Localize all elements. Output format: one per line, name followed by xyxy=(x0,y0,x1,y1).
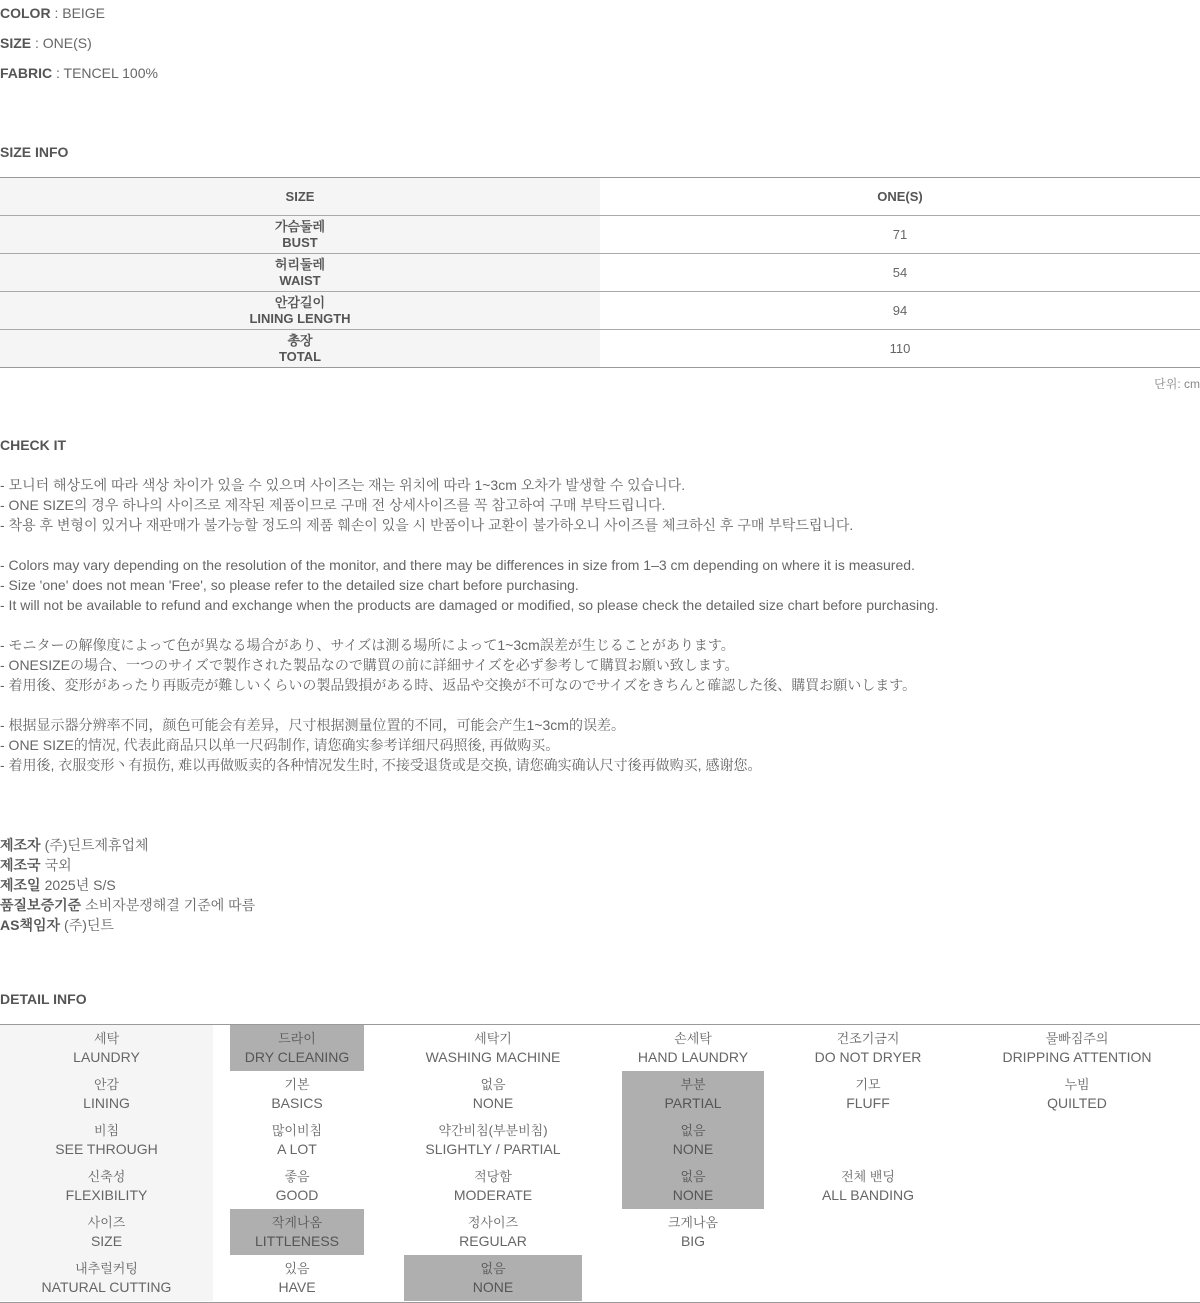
measure-label-ko: 안감길이 xyxy=(274,294,326,310)
option-ko: 약간비침(부분비침) xyxy=(438,1123,548,1138)
label-en: SEE THROUGH xyxy=(55,1141,158,1157)
option-ko: 없음 xyxy=(480,1261,506,1276)
measure-label xyxy=(0,330,600,367)
detail-option xyxy=(230,1163,364,1209)
option-ko: 없음 xyxy=(680,1123,706,1138)
notice-manufacturer xyxy=(0,835,149,855)
option-en: ALL BANDING xyxy=(821,1187,915,1203)
notice-country xyxy=(0,855,72,875)
detail-row-label xyxy=(0,1163,213,1209)
notice-value: 소비자분쟁해결 기준에 따름 xyxy=(85,897,256,913)
detail-option xyxy=(995,1025,1159,1071)
label-ko: 신축성 xyxy=(87,1169,126,1184)
check-line: - 착용 후 변형이 있거나 재판매가 불가능할 정도의 제품 훼손이 있을 시 반품이나 교환이 불가하오니 사이즈를 체크하신 후 구매 부탁드립니다. xyxy=(0,517,854,533)
measure-value: 110 xyxy=(889,341,911,356)
option-en: NONE xyxy=(472,1095,514,1111)
label-ko: 사이즈 xyxy=(87,1215,126,1230)
option-en: MODERATE xyxy=(453,1187,533,1203)
notice-date xyxy=(0,875,116,895)
table-row xyxy=(0,253,1200,291)
notice-label: 제조자 xyxy=(0,837,41,853)
option-en: A LOT xyxy=(277,1141,317,1157)
detail-option xyxy=(622,1209,764,1255)
notice-as-manager xyxy=(0,915,114,935)
option-ko: 많이비침 xyxy=(271,1123,323,1138)
notice-quality xyxy=(0,895,255,915)
check-line: - ONE SIZE的情况, 代表此商品只以单一尺码制作, 请您确实参考详细尺码照後, 再做购买。 xyxy=(0,737,560,753)
detail-option xyxy=(230,1255,364,1301)
detail-option-selected xyxy=(404,1255,582,1301)
detail-info-title: DETAIL INFO xyxy=(0,991,87,1007)
spec-label: FABRIC xyxy=(0,65,53,81)
option-ko: 좋음 xyxy=(284,1169,310,1184)
spec-size xyxy=(0,33,92,53)
measure-label-ko: 허리둘레 xyxy=(274,256,326,272)
measure-label-en: LINING LENGTH xyxy=(249,310,351,326)
spec-label: SIZE xyxy=(0,35,32,51)
option-ko: 건조기금지 xyxy=(836,1031,900,1046)
option-ko: 없음 xyxy=(680,1169,706,1184)
option-en: WASHING MACHINE xyxy=(425,1049,561,1065)
option-en: QUILTED xyxy=(1047,1095,1107,1111)
measure-value: 54 xyxy=(892,265,908,280)
unit-note: 단위: cm xyxy=(1154,377,1200,391)
measure-label-ko: 총장 xyxy=(287,332,313,348)
option-ko: 작게나옴 xyxy=(271,1215,323,1230)
check-line: - ONE SIZE의 경우 하나의 사이즈로 제작된 제품이므로 구매 전 상세사이즈를 꼭 참고하여 구매 부탁드립니다. xyxy=(0,497,666,513)
check-it-title: CHECK IT xyxy=(0,437,67,453)
option-en: REGULAR xyxy=(459,1233,527,1249)
detail-option xyxy=(797,1025,939,1071)
detail-row-see-through xyxy=(0,1117,1200,1163)
detail-row-natural-cutting xyxy=(0,1255,1200,1301)
detail-option xyxy=(622,1025,764,1071)
detail-row-laundry xyxy=(0,1025,1200,1071)
size-table xyxy=(0,177,1200,368)
label-en: LINING xyxy=(83,1095,130,1111)
detail-row-flexibility xyxy=(0,1163,1200,1209)
check-line: - ONESIZEの場合、一つのサイズで製作された製品なので購買の前に詳細サイズを必ず参考して購買お願い致します。 xyxy=(0,657,739,673)
option-ko: 부분 xyxy=(680,1077,706,1092)
spec-value: : ONE(S) xyxy=(31,35,92,51)
detail-option xyxy=(230,1117,364,1163)
option-ko: 기모 xyxy=(855,1077,881,1092)
detail-row-label xyxy=(0,1117,213,1163)
label-en: NATURAL CUTTING xyxy=(41,1279,172,1295)
notice-label: 품질보증기준 xyxy=(0,897,82,913)
detail-option xyxy=(404,1071,582,1117)
option-en: HAVE xyxy=(278,1279,316,1295)
option-en: DRIPPING ATTENTION xyxy=(1002,1049,1152,1065)
option-ko: 정사이즈 xyxy=(467,1215,519,1230)
detail-option xyxy=(404,1117,582,1163)
notice-value: 국외 xyxy=(44,857,72,873)
label-ko: 비침 xyxy=(93,1123,120,1138)
detail-row-label xyxy=(0,1071,213,1117)
notice-label: AS책임자 xyxy=(0,917,61,933)
check-line: - 모니터 해상도에 따라 색상 차이가 있을 수 있으며 사이즈는 재는 위치에 따라 1~3cm 오차가 발생할 수 있습니다. xyxy=(0,477,686,493)
spec-value: : BEIGE xyxy=(50,5,106,21)
option-ko: 기본 xyxy=(284,1077,310,1092)
label-en: FLEXIBILITY xyxy=(65,1187,148,1203)
label-ko: 세탁 xyxy=(93,1031,120,1046)
notice-value: (주)딘트 xyxy=(64,917,114,933)
option-en: FLUFF xyxy=(846,1095,890,1111)
size-info-title: SIZE INFO xyxy=(0,144,69,160)
spec-value: : TENCEL 100% xyxy=(52,65,158,81)
detail-option xyxy=(797,1071,939,1117)
detail-option xyxy=(995,1071,1159,1117)
label-en: LAUNDRY xyxy=(73,1049,140,1065)
detail-option-selected xyxy=(230,1025,364,1071)
detail-option-selected xyxy=(622,1117,764,1163)
check-line: - モニターの解像度によって色が異なる場合があり、サイズは測る場所によって1~3cm誤差が生じることがあります。 xyxy=(0,637,735,653)
check-line: - Size 'one' does not mean 'Free', so please refer to the detailed size chart before purchasing. xyxy=(0,577,579,593)
measure-label xyxy=(0,292,600,329)
detail-option xyxy=(404,1163,582,1209)
detail-row-label xyxy=(0,1209,213,1255)
table-row xyxy=(0,215,1200,253)
option-en: NONE xyxy=(672,1187,714,1203)
size-header-label: SIZE xyxy=(0,178,600,215)
detail-option xyxy=(230,1071,364,1117)
detail-option-selected xyxy=(230,1209,364,1255)
size-header-value: ONE(S) xyxy=(877,189,923,204)
spec-fabric xyxy=(0,63,158,83)
option-ko: 있음 xyxy=(284,1261,310,1276)
option-en: BASICS xyxy=(271,1095,323,1111)
detail-option xyxy=(404,1209,582,1255)
option-en: SLIGHTLY / PARTIAL xyxy=(425,1141,561,1157)
detail-table xyxy=(0,1024,1200,1303)
option-ko: 적당함 xyxy=(474,1169,512,1184)
option-en: HAND LAUNDRY xyxy=(637,1049,749,1065)
detail-option-selected xyxy=(622,1071,764,1117)
size-table-header xyxy=(0,178,1200,215)
option-ko: 크게나옴 xyxy=(667,1215,719,1230)
check-line: - It will not be available to refund and exchange when the products are damaged or modified, so please check the detailed size chart before purchasing. xyxy=(0,597,939,613)
notice-value: (주)딘트제휴업체 xyxy=(44,837,149,853)
measure-label-en: TOTAL xyxy=(278,348,322,364)
option-ko: 누빔 xyxy=(1064,1077,1090,1092)
spec-color xyxy=(0,3,105,23)
detail-row-size xyxy=(0,1209,1200,1255)
check-line: - 根据显示器分辨率不同，颜色可能会有差异，尺寸根据测量位置的不同，可能会产生1~3cm的误差。 xyxy=(0,717,625,733)
option-en: DO NOT DRYER xyxy=(814,1049,922,1065)
detail-row-label xyxy=(0,1255,213,1301)
detail-option xyxy=(797,1163,939,1209)
measure-value: 94 xyxy=(892,303,908,318)
option-ko: 드라이 xyxy=(278,1031,316,1046)
measure-label-ko: 가슴둘레 xyxy=(274,218,326,234)
notice-value: 2025년 S/S xyxy=(44,877,116,893)
measure-label-en: WAIST xyxy=(279,272,321,288)
detail-option xyxy=(404,1025,582,1071)
notice-label: 제조일 xyxy=(0,877,41,893)
label-ko: 안감 xyxy=(93,1077,120,1092)
option-ko: 없음 xyxy=(480,1077,506,1092)
measure-label xyxy=(0,216,600,253)
option-en: DRY CLEANING xyxy=(244,1049,350,1065)
option-en: GOOD xyxy=(275,1187,319,1203)
detail-row-lining xyxy=(0,1071,1200,1117)
table-row xyxy=(0,291,1200,329)
option-ko: 전체 밴딩 xyxy=(841,1169,895,1184)
option-en: NONE xyxy=(672,1141,714,1157)
label-en: SIZE xyxy=(90,1233,123,1249)
option-en: BIG xyxy=(680,1233,706,1249)
detail-row-label xyxy=(0,1025,213,1071)
label-ko: 내추럴커팅 xyxy=(75,1261,138,1276)
measure-value: 71 xyxy=(892,227,908,242)
check-line: - 着用後、変形があったり再販売が難しいくらいの製品毀損がある時、返品や交換が不可なのでサイズをきちんと確認した後、購買お願いします。 xyxy=(0,677,917,693)
option-ko: 세탁기 xyxy=(474,1031,512,1046)
measure-label-en: BUST xyxy=(282,234,318,250)
notice-label: 제조국 xyxy=(0,857,41,873)
option-ko: 손세탁 xyxy=(674,1031,712,1046)
measure-label xyxy=(0,254,600,291)
spec-label: COLOR xyxy=(0,5,51,21)
option-en: NONE xyxy=(472,1279,514,1295)
table-row xyxy=(0,329,1200,367)
detail-option-selected xyxy=(622,1163,764,1209)
option-en: PARTIAL xyxy=(664,1095,722,1111)
check-line: - 着用後, 衣服变形丶有损伤, 难以再做贩卖的各种情况发生时, 不接受退货或是交换, 请您确实确认尺寸後再做购买, 感谢您。 xyxy=(0,757,762,773)
check-line: - Colors may vary depending on the resolution of the monitor, and there may be differences in size from 1–3 cm depending on where it is measured. xyxy=(0,557,915,573)
option-en: LITTLENESS xyxy=(254,1233,340,1249)
option-ko: 물빠짐주의 xyxy=(1045,1031,1109,1046)
